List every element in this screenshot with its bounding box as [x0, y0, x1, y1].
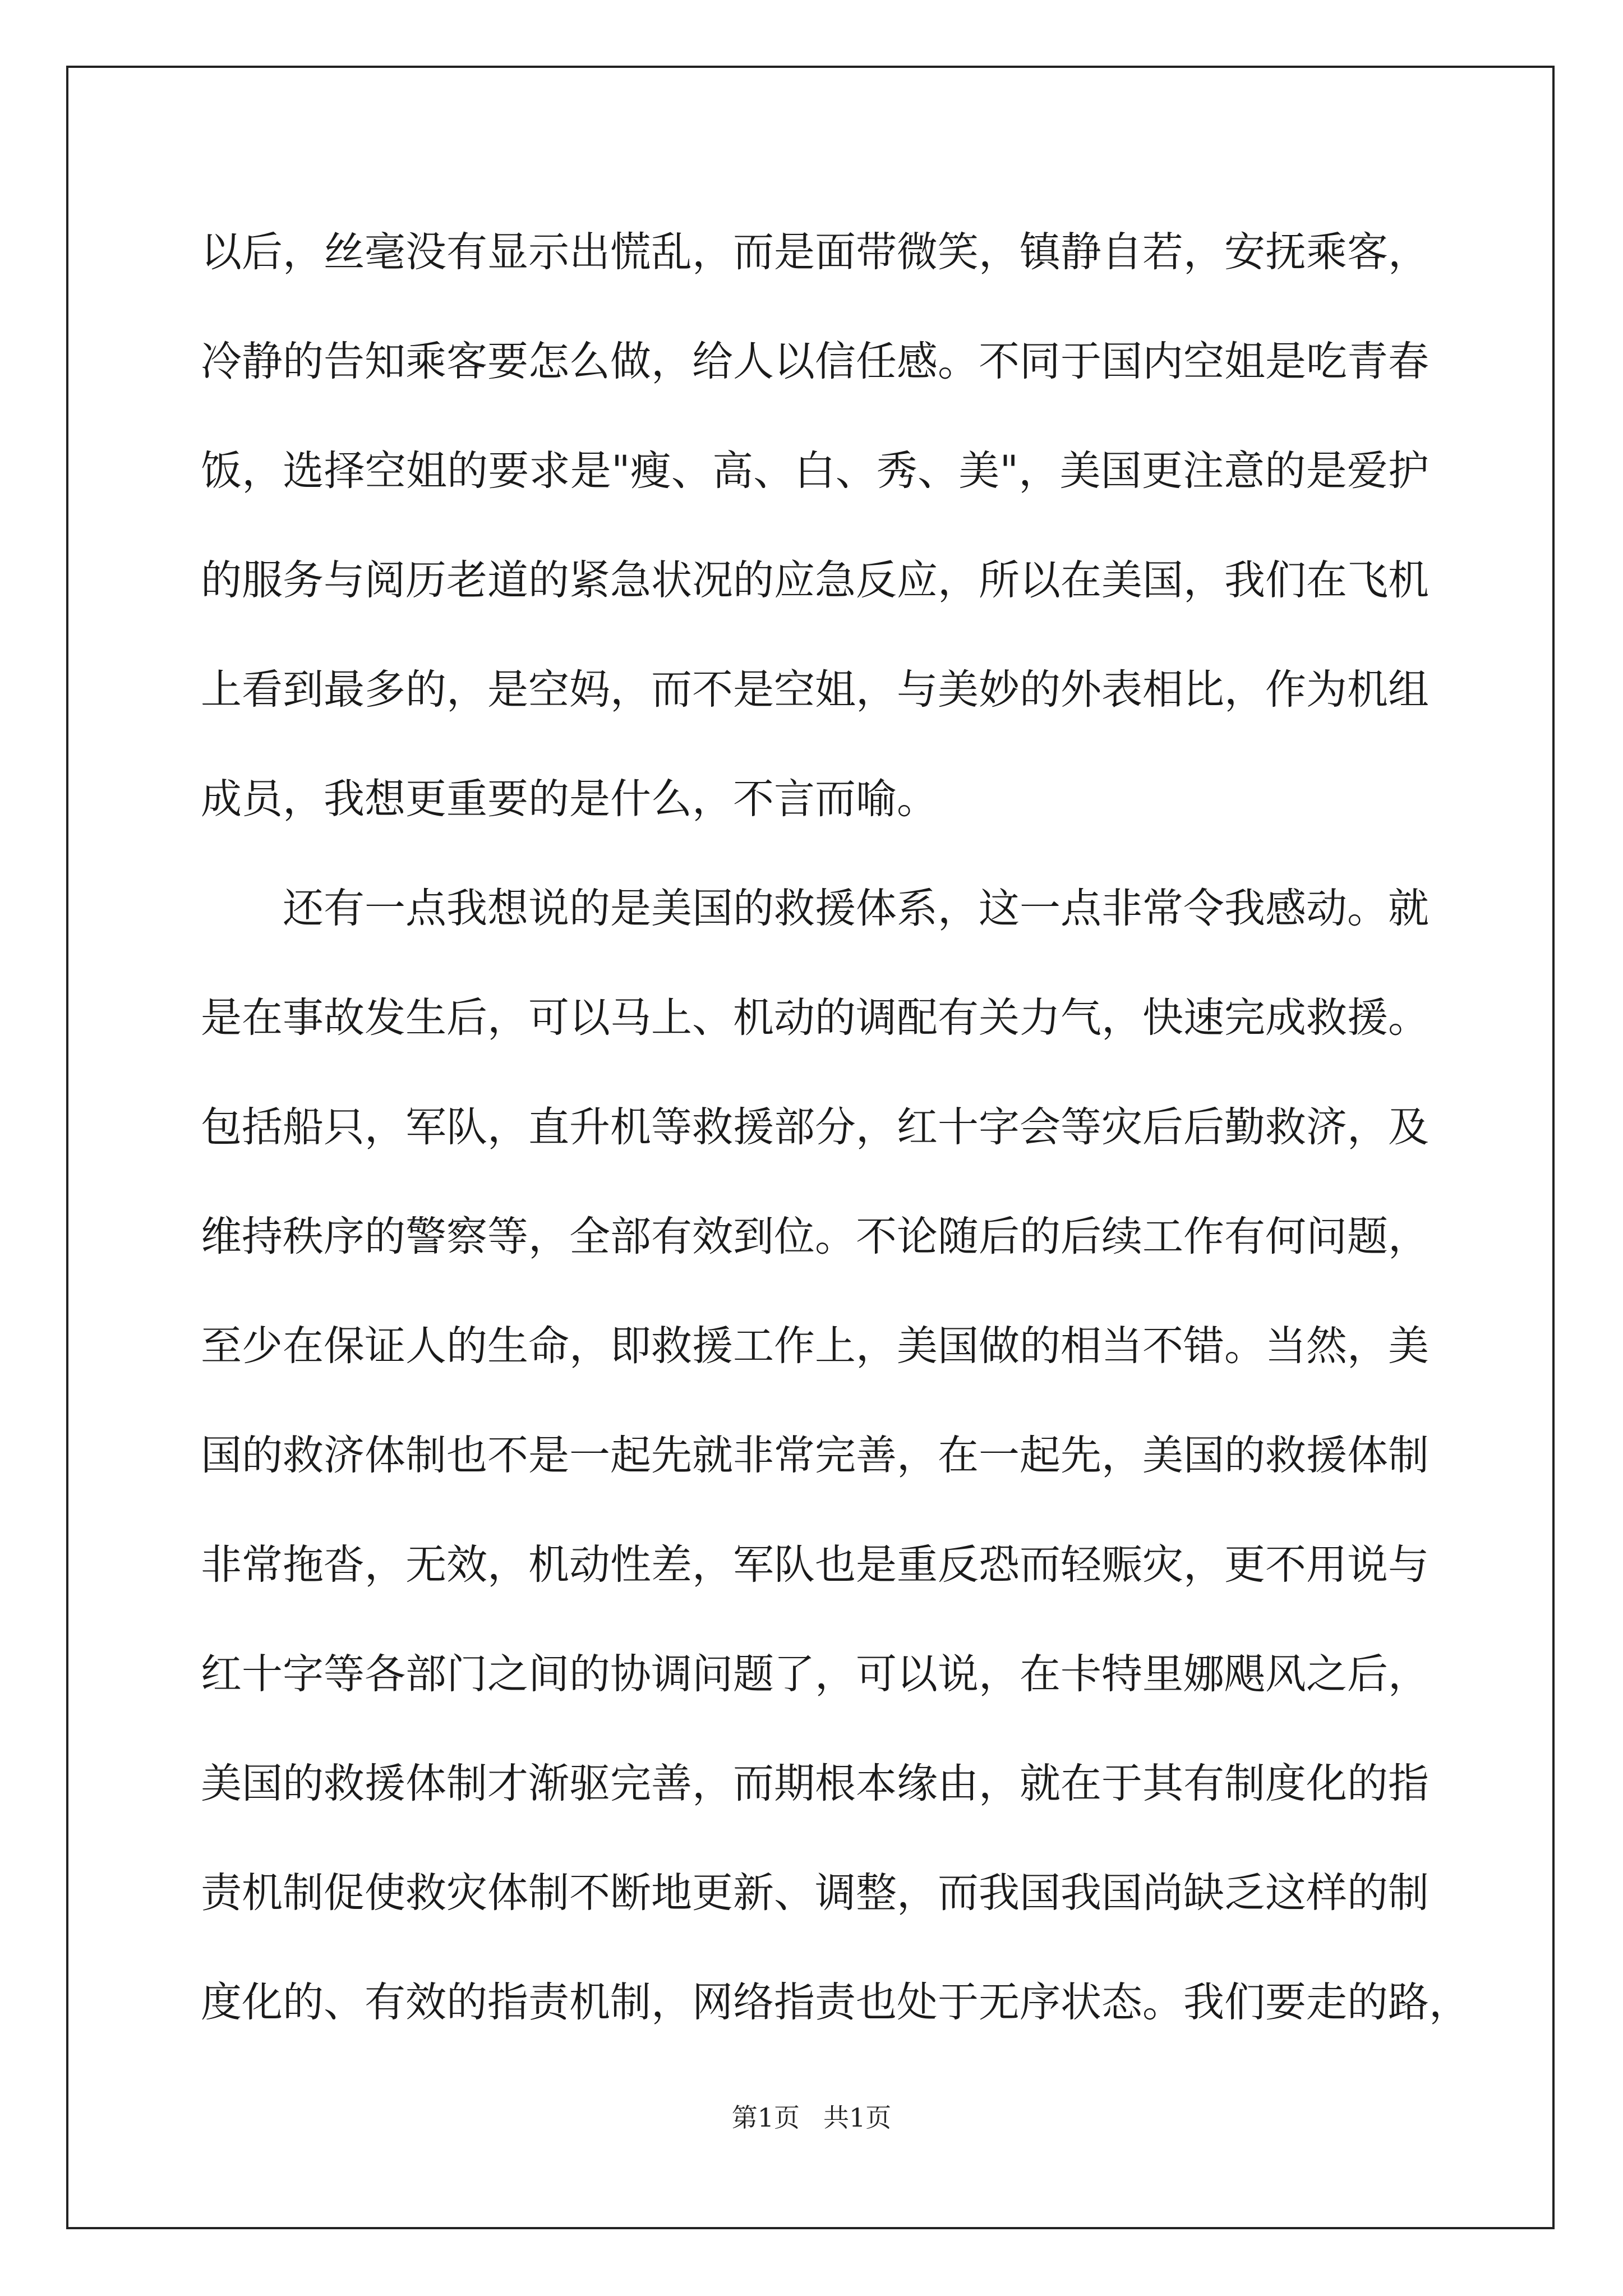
paragraph-2-line-1: 还有一点我想说的是美国的救援体系，这一点非常令我感动。就	[283, 885, 1429, 932]
paragraph-2-line-6: 国的救济体制也不是一起先就非常完善，在一起先，美国的救援体制	[201, 1432, 1429, 1479]
paragraph-1-line-5: 上看到最多的，是空妈，而不是空姐，与美妙的外表相比，作为机组	[201, 666, 1429, 714]
paragraph-1-line-6: 成员，我想更重要的是什么，不言而喻。	[201, 775, 938, 823]
paragraph-2-line-3: 包括船只，军队，直升机等救援部分，红十字会等灾后后勤救济，及	[201, 1103, 1429, 1151]
paragraph-2-line-5: 至少在保证人的生命，即救援工作上，美国做的相当不错。当然，美	[201, 1322, 1429, 1370]
paragraph-1-line-3: 饭，选择空姐的要求是"瘦、高、白、秀、美"，美国更注意的是爱护	[201, 447, 1429, 495]
paragraph-2-line-8: 红十字等各部门之间的协调问题了，可以说，在卡特里娜飓风之后，	[201, 1650, 1429, 1698]
paragraph-2-line-11: 度化的、有效的指责机制，网络指责也处于无序状态。我们要走的路，	[201, 1978, 1470, 2026]
paragraph-1-line-1: 以后，丝毫没有显示出慌乱，而是面带微笑，镇静自若，安抚乘客，	[201, 228, 1429, 276]
paragraph-2-line-4: 维持秩序的警察等，全部有效到位。不论随后的后续工作有何问题，	[201, 1213, 1429, 1260]
paragraph-2-line-10: 责机制促使救灾体制不断地更新、调整，而我国我国尚缺乏这样的制	[201, 1869, 1429, 1917]
page-number-current: 第1页	[731, 2102, 800, 2133]
paragraph-2-line-7: 非常拖沓，无效，机动性差，军队也是重反恐而轻赈灾，更不用说与	[201, 1541, 1429, 1589]
page-number-total: 共1页	[823, 2102, 892, 2133]
paragraph-2-line-9: 美国的救援体制才渐驱完善，而期根本缘由，就在于其有制度化的指	[201, 1760, 1429, 1807]
paragraph-2-line-2: 是在事故发生后，可以马上、机动的调配有关力气，快速完成救援。	[201, 994, 1429, 1042]
paragraph-1-line-2: 冷静的告知乘客要怎么做，给人以信任感。不同于国内空姐是吃青春	[201, 338, 1429, 385]
paragraph-1-line-4: 的服务与阅历老道的紧急状况的应急反应，所以在美国，我们在飞机	[201, 556, 1429, 604]
page-footer	[0, 2101, 1623, 2134]
